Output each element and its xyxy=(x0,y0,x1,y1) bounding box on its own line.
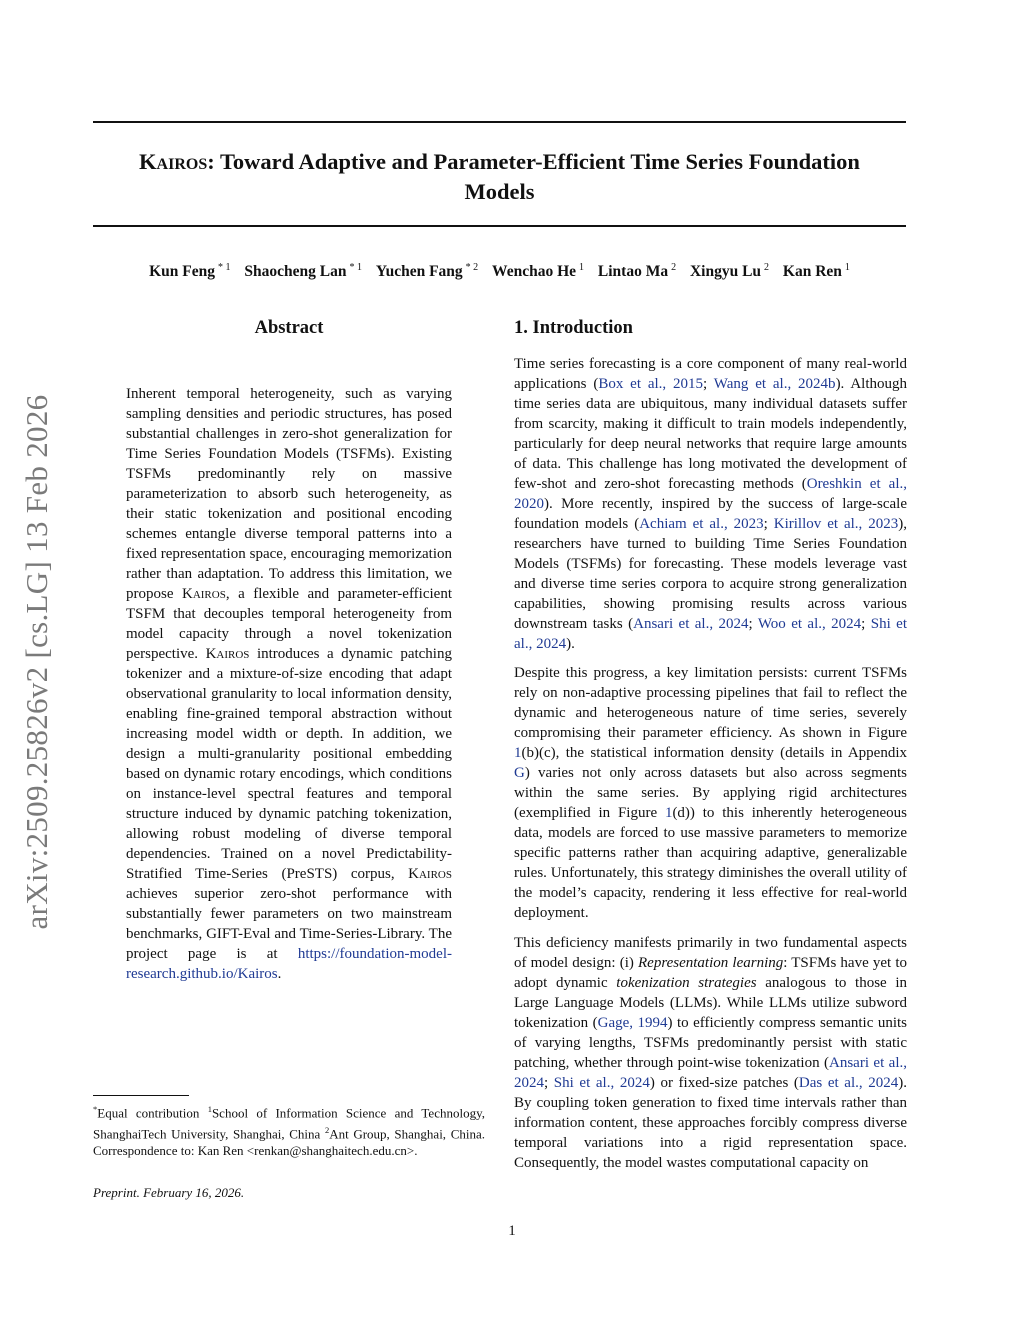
arxiv-side-stamp xyxy=(12,372,62,952)
footnote: *Equal contribution $^1$School of Information Science and Technology, ShanghaiTech University, Shanghai, China $^2$Ant Group, Shanghai, China. Correspondence to: Kan Ren <renkan@shanghaitech.edu.cn>. xyxy=(93,1104,485,1158)
citation-link[interactable]: Shi et al., 2024 xyxy=(553,1075,650,1091)
abstract-heading: Abstract xyxy=(254,318,324,338)
author-list xyxy=(93,262,906,281)
footnote-rule xyxy=(93,1095,189,1096)
intro-paragraph-1: Time series forecasting is a core component of many real-world applications (Box et al., 2015; Wang et al., 2024b). Although time series data are ubiquitous, many individual datasets suffer from scarcity, making it difficult to train models independently, particularly for deep neural networks that require large amounts of data. This challenge has long motivated the development of few-shot and zero-shot forecasting methods (Oreshkin et al., 2020). More recently, inspired by the success of large-scale foundation models (Achiam et al., 2023; Kirillov et al., 2023), researchers have turned to building Time Series Foundation Models (TSFMs) for forecasting. These models leverage vast and diverse time series corpora to acquire strong generalization capabilities, showing promising results across various downstream tasks (Ansari et al., 2024; Woo et al., 2024; Shi et al., 2024). xyxy=(514,356,907,652)
abstract-text: Inherent temporal heterogeneity, such as varying sampling densities and periodic structures, has posed substantial challenges in zero-shot generalization for Time Series Foundation Models (TSFMs). Existing TSFMs predominantly rely on massive parameterization to absorb such heterogeneity, as their static tokenization and positional encoding schemes entangle diverse temporal patterns into a fixed representation space, encouraging memorization rather than adaptation. To address this limitation, we propose Kairos, a flexible and parameter-efficient TSFM that decouples temporal heterogeneity from model capacity through a novel tokenization perspective. Kairos introduces a dynamic patching tokenizer and a mixture-of-size encoding that adapt observational granularity to local information density, enabling fine-grained temporal abstraction without increasing model width or depth. In addition, we design a multi-granularity positional embedding based on dynamic rotary encodings, which conditions on instance-level spectral features and temporal structure induced by dynamic patching tokenization, allowing robust modeling of diverse temporal dependencies. Trained on a novel Predictability-Stratified Time-Series (PreSTS) corpus, Kairos achieves superior zero-shot performance with substantially fewer parameters on two mainstream benchmarks, GIFT-Eval and Time-Series-Library. The project page is at https://foundation-model-research.github.io/Kairos. xyxy=(126,386,452,982)
project-page-link[interactable]: https://foundation-model-research.github.io/Kairos xyxy=(126,946,452,982)
author: Yuchen Fang $^{* 2}$ xyxy=(375,262,479,281)
author: Lintao Ma $^2$ xyxy=(597,262,677,281)
citation-link[interactable]: Oreshkin et al., 2020 xyxy=(514,476,907,512)
paper-title xyxy=(93,147,906,207)
citation-link[interactable]: Kirillov et al., 2023 xyxy=(773,516,899,532)
author: Kan Ren $^1$ xyxy=(782,262,850,281)
author: Xingyu Lu $^2$ xyxy=(689,262,770,281)
page-number: 1 xyxy=(508,1223,516,1239)
author: Kun Feng $^{* 1}$ xyxy=(149,262,231,281)
author: Shaocheng Lan $^{* 1}$ xyxy=(244,262,362,281)
citation-link[interactable]: Shi et al., 2024 xyxy=(514,616,907,652)
preprint-note: Preprint. February 16, 2026. xyxy=(93,1185,245,1200)
citation-link[interactable]: Ansari et al., 2024 xyxy=(633,616,749,632)
title-model-name: Kairos xyxy=(139,149,208,174)
figure-ref-link[interactable]: 1 xyxy=(514,745,522,761)
author: Wenchao He $^1$ xyxy=(492,262,585,281)
arxiv-stamp-text: arXiv:2509.25826v2 [cs.LG] 13 Feb 2026 xyxy=(19,394,54,930)
citation-link[interactable]: Ansari et al., 2024 xyxy=(514,1055,908,1091)
introduction-heading: 1. Introduction xyxy=(514,318,633,338)
citation-link[interactable]: Achiam et al., 2023 xyxy=(639,516,764,532)
intro-paragraph-3: This deficiency manifests primarily in two fundamental aspects of model design: (i) Representation learning: TSFMs have yet to adopt dynamic tokenization strategies analogous to those in Large Language Models (LLMs). While LLMs utilize subword tokenization (Gage, 1994) to efficiently compress semantic units of varying lengths, TSFMs predominantly persist with static patching, whether through point-wise tokenization (Ansari et al., 2024; Shi et al., 2024) or fixed-size patches (Das et al., 2024). By coupling token generation to fixed time intervals rather than information content, these approaches forcibly compress diverse temporal variations into a rigid representation space. Consequently, the model wastes computational capacity on xyxy=(514,935,908,1171)
title-line2: Models xyxy=(464,179,535,204)
citation-link[interactable]: Woo et al., 2024 xyxy=(757,616,862,632)
citation-link[interactable]: Das et al., 2024 xyxy=(798,1075,899,1091)
figure-ref-link[interactable]: 1 xyxy=(664,805,673,821)
title-rest: : Toward Adaptive and Parameter-Efficient Time Series Foundation xyxy=(207,149,860,174)
title-top-rule xyxy=(93,121,906,123)
intro-paragraph-2: Despite this progress, a key limitation persists: current TSFMs rely on non-adaptive processing pipelines that fail to reflect the dynamic and heterogeneous nature of time series, severely compromising their parameter efficiency. As shown in Figure 1(b)(c), the statistical information density (details in Appendix G) varies not only across datasets but also across segments within the same series. By applying rigid architectures (exemplified in Figure 1(d)) to this inherently heterogeneous data, models are forced to use massive parameters to memorize specific patterns rather than acquiring adaptive, generalizable rules. Unfortunately, this strategy diminishes the overall utility of the model’s capacity, rendering it less effective for real-world deployment. xyxy=(514,665,907,921)
citation-link[interactable]: Gage, 1994 xyxy=(597,1015,668,1031)
citation-link[interactable]: Wang et al., 2024b xyxy=(713,376,836,392)
appendix-ref-link[interactable]: G xyxy=(514,765,525,781)
title-bottom-rule xyxy=(93,225,906,227)
citation-link[interactable]: Box et al., 2015 xyxy=(598,376,704,392)
